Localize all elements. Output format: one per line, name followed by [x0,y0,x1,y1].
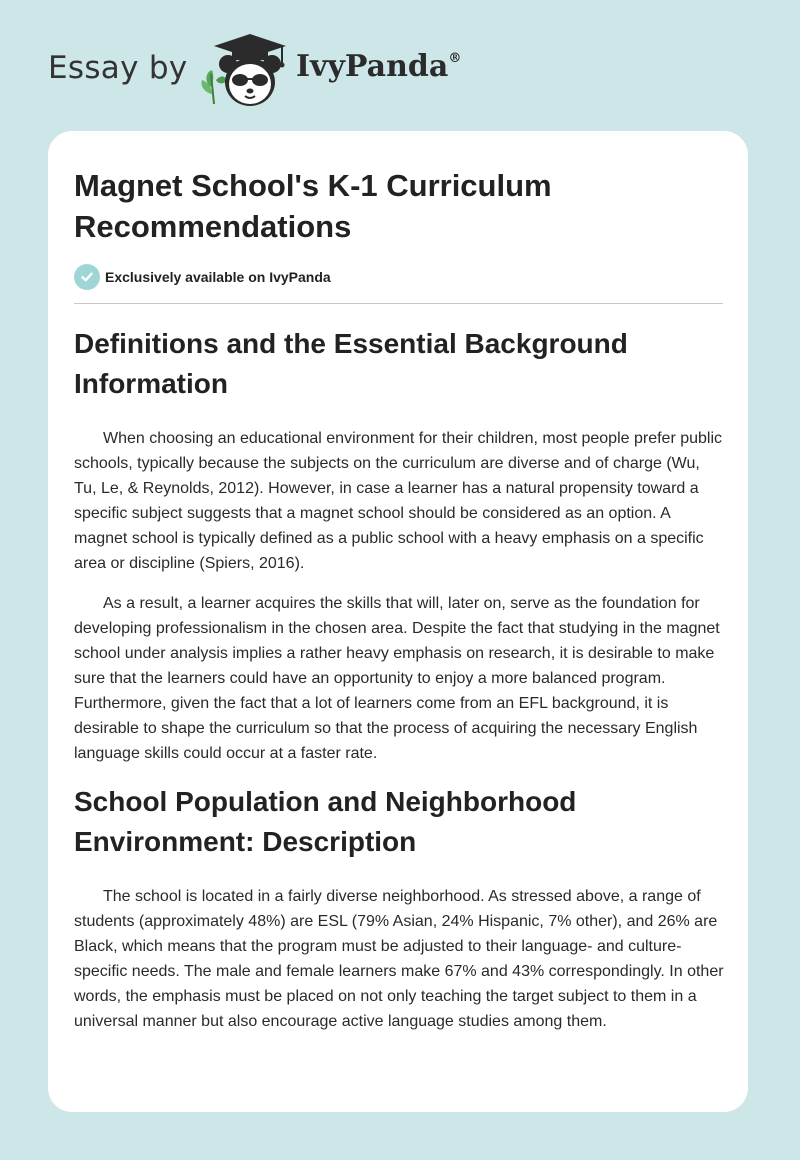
paragraph: The school is located in a fairly diverse neighborhood. As stressed above, a range of students (approximately 48%) are ESL (79% Asian, 24% Hispanic, 7% other), and 26% are Black, which means that the program must be adjusted to their language- and culture-specific needs. The male and female learners make 67% and 43% correspondingly. In other words, the emphasis must be placed on not only teaching the target subject to them in a universal manner but also encourage active language studies among them. [74,888,724,1030]
brand-name: IvyPanda [296,49,449,84]
site-header [0,0,800,130]
paragraph: As a result, a learner acquires the skills that will, later on, serve as the foundation for developing professionalism in the chosen area. Despite the fact that studying in the magnet school under analysis implies a rather heavy emphasis on research, it is desirable to make sure that the learners could have an opportunity to enjoy a more balanced program. Furthermore, given the fact that a lot of learners come from an EFL background, it is desirable to shape the curriculum so that the process of acquiring the necessary English language skills could occur at a faster rate. [74,595,720,762]
check-icon [74,264,100,290]
exclusive-badge-label: Exclusively available on IvyPanda [105,269,331,285]
essay-by-label: Essay by [48,50,188,86]
paragraph: When choosing an educational environment for their children, most people prefer public schools, typically because the subjects on the curriculum are diverse and of charge (Wu, Tu, Le, & Reynolds, 2012). However, in case a learner has a natural propensity toward a specific subject suggests that a magnet school should be considered as an option. A magnet school is typically defined as a public school with a heavy emphasis on a specific area or discipline (Spiers, 2016). [74,430,723,572]
divider [74,303,723,304]
section-heading-population: School Population and Neighborhood Environment: Description [74,786,577,857]
ivypanda-brand[interactable] [296,49,461,84]
essay-card [48,131,748,1112]
registered-mark: ® [448,51,462,66]
panda-graduate-logo-icon[interactable] [196,30,292,112]
exclusive-badge [74,264,331,290]
page-title: Magnet School's K-1 Curriculum Recommendations [74,168,552,244]
section-heading-definitions: Definitions and the Essential Background Information [74,328,628,399]
